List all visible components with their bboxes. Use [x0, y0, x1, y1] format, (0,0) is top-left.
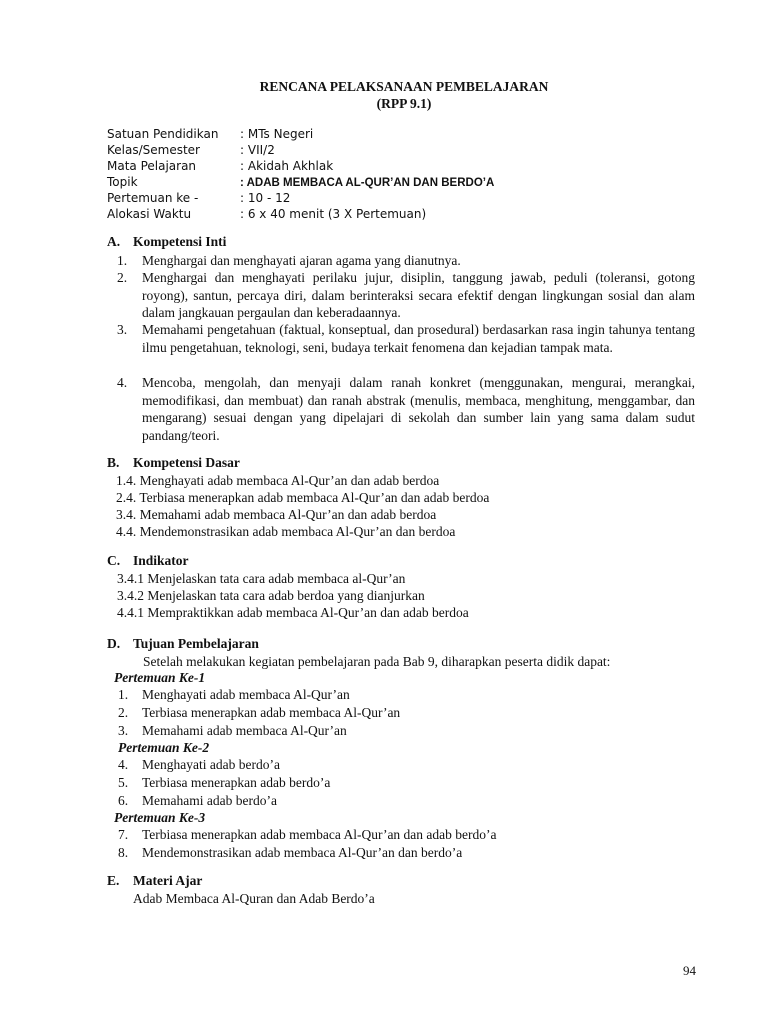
section-letter: E.: [107, 873, 120, 888]
list-item: 3.4. Memahami adab membaca Al-Qur’an dan adab berdoa: [116, 507, 437, 522]
page-number: 94: [683, 963, 696, 978]
section-title: Kompetensi Inti: [133, 234, 227, 249]
info-label: Mata Pelajaran: [107, 159, 197, 173]
info-value: : Akidah Akhlak: [240, 159, 334, 173]
list-number: 6.: [118, 793, 129, 808]
list-item: 1.4. Menghayati adab membaca Al-Qur’an dan adab berdoa: [116, 473, 440, 488]
list-item: Menghayati adab membaca Al-Qur’an: [142, 687, 350, 702]
info-value: : ADAB MEMBACA AL-QUR’AN DAN BERDO’A: [240, 177, 495, 189]
list-item: Terbiasa menerapkan adab membaca Al-Qur’an dan adab berdo’a: [142, 827, 497, 842]
info-row-topik: [107, 174, 494, 190]
list-number: 8.: [118, 845, 129, 860]
info-row-satuan: [107, 126, 494, 142]
list-item: Terbiasa menerapkan adab berdo’a: [142, 775, 331, 790]
info-row-kelas: [107, 142, 494, 158]
list-item: Memahami adab membaca Al-Qur’an: [142, 723, 347, 738]
identity-block: [107, 126, 494, 222]
list-item: 3.4.1 Menjelaskan tata cara adab membaca al-Qur’an: [117, 571, 406, 586]
section-letter: C.: [107, 553, 121, 568]
section-title: Materi Ajar: [133, 873, 203, 888]
list-number: 1.: [117, 253, 128, 268]
section-heading-a: [107, 234, 226, 250]
list-item: Menghayati adab berdo’a: [142, 757, 280, 772]
section-text: Adab Membaca Al-Quran dan Adab Berdo’a: [133, 891, 375, 906]
list-number: 1.: [118, 687, 129, 702]
list-item: Memahami adab berdo’a: [142, 793, 277, 808]
list-number: 2.: [118, 705, 129, 720]
info-label: Alokasi Waktu: [107, 207, 192, 221]
info-row-mapel: [107, 158, 494, 174]
section-intro: Setelah melakukan kegiatan pembelajaran pada Bab 9, diharapkan peserta didik dapat:: [143, 654, 611, 669]
section-letter: B.: [107, 455, 120, 470]
meeting-label-2: Pertemuan Ke-2: [118, 740, 210, 755]
list-item: 2.4. Terbiasa menerapkan adab membaca Al-Qur’an dan adab berdoa: [116, 490, 490, 505]
info-label: Topik: [107, 175, 138, 189]
info-label: Satuan Pendidikan: [107, 127, 219, 141]
meeting-label-3: Pertemuan Ke-3: [114, 810, 206, 825]
info-label: Pertemuan ke -: [107, 191, 199, 205]
list-item: Menghargai dan menghayati ajaran agama yang dianutnya.: [142, 253, 461, 268]
list-item: 4.4.1 Mempraktikkan adab membaca Al-Qur’an dan adab berdoa: [117, 605, 469, 620]
list-number: 3.: [117, 322, 128, 337]
section-letter: A.: [107, 234, 121, 249]
list-number: 4.: [117, 375, 128, 390]
list-item: Mendemonstrasikan adab membaca Al-Qur’an dan berdo’a: [142, 845, 463, 860]
list-item: Memahami pengetahuan (faktual, konseptual, dan prosedural) berdasarkan rasa ingin tahunya tentang ilmu pengetahuan, teknologi, seni, budaya terkait fenomena dan kejadian tampak mata.: [142, 322, 695, 355]
list-number: 4.: [118, 757, 129, 772]
list-number: 2.: [117, 270, 128, 285]
info-value: : 10 - 12: [240, 191, 291, 205]
section-title: Tujuan Pembelajaran: [133, 636, 259, 651]
section-letter: D.: [107, 636, 121, 651]
section-heading-b: [107, 455, 240, 471]
list-item: Terbiasa menerapkan adab membaca Al-Qur’an: [142, 705, 401, 720]
info-label: Kelas/Semester: [107, 143, 200, 157]
info-value: : 6 x 40 menit (3 X Pertemuan): [240, 207, 427, 221]
section-heading-e: [107, 873, 202, 889]
list-item: 3.4.2 Menjelaskan tata cara adab berdoa yang dianjurkan: [117, 588, 425, 603]
section-heading-c: [107, 553, 189, 569]
section-title: Kompetensi Dasar: [133, 455, 240, 470]
info-value: : VII/2: [240, 143, 275, 157]
list-number: 3.: [118, 723, 129, 738]
list-item: 4.4. Mendemonstrasikan adab membaca Al-Qur’an dan berdoa: [116, 524, 456, 539]
meeting-label-1: Pertemuan Ke-1: [114, 670, 206, 685]
list-item: Menghargai dan menghayati perilaku jujur, disiplin, tanggung jawab, peduli (toleransi, gotong royong), santun, percaya diri, dalam berinteraksi secara efektif dengan lingkungan sosial dan alam dalam jangkauan pergaulan dan keberadaannya.: [142, 270, 695, 320]
list-number: 7.: [118, 827, 129, 842]
section-heading-d: [107, 636, 259, 652]
list-item: Mencoba, mengolah, dan menyaji dalam ranah konkret (menggunakan, mengurai, merangkai, memodifikasi, dan membuat) dan ranah abstrak (menulis, membaca, menghitung, menggambar, dan mengarang) sesuai dengan yang dipelajari di sekolah dan sumber lain yang sama dalam sudut pandang/teori.: [142, 375, 695, 443]
info-value: : MTs Negeri: [240, 127, 314, 141]
section-title: Indikator: [133, 553, 189, 568]
document-title: RENCANA PELAKSANAAN PEMBELAJARAN: [259, 79, 549, 94]
info-row-alokasi: [107, 206, 494, 222]
list-number: 5.: [118, 775, 129, 790]
document-subtitle: (RPP 9.1): [376, 96, 432, 111]
info-row-pertemuan: [107, 190, 494, 206]
